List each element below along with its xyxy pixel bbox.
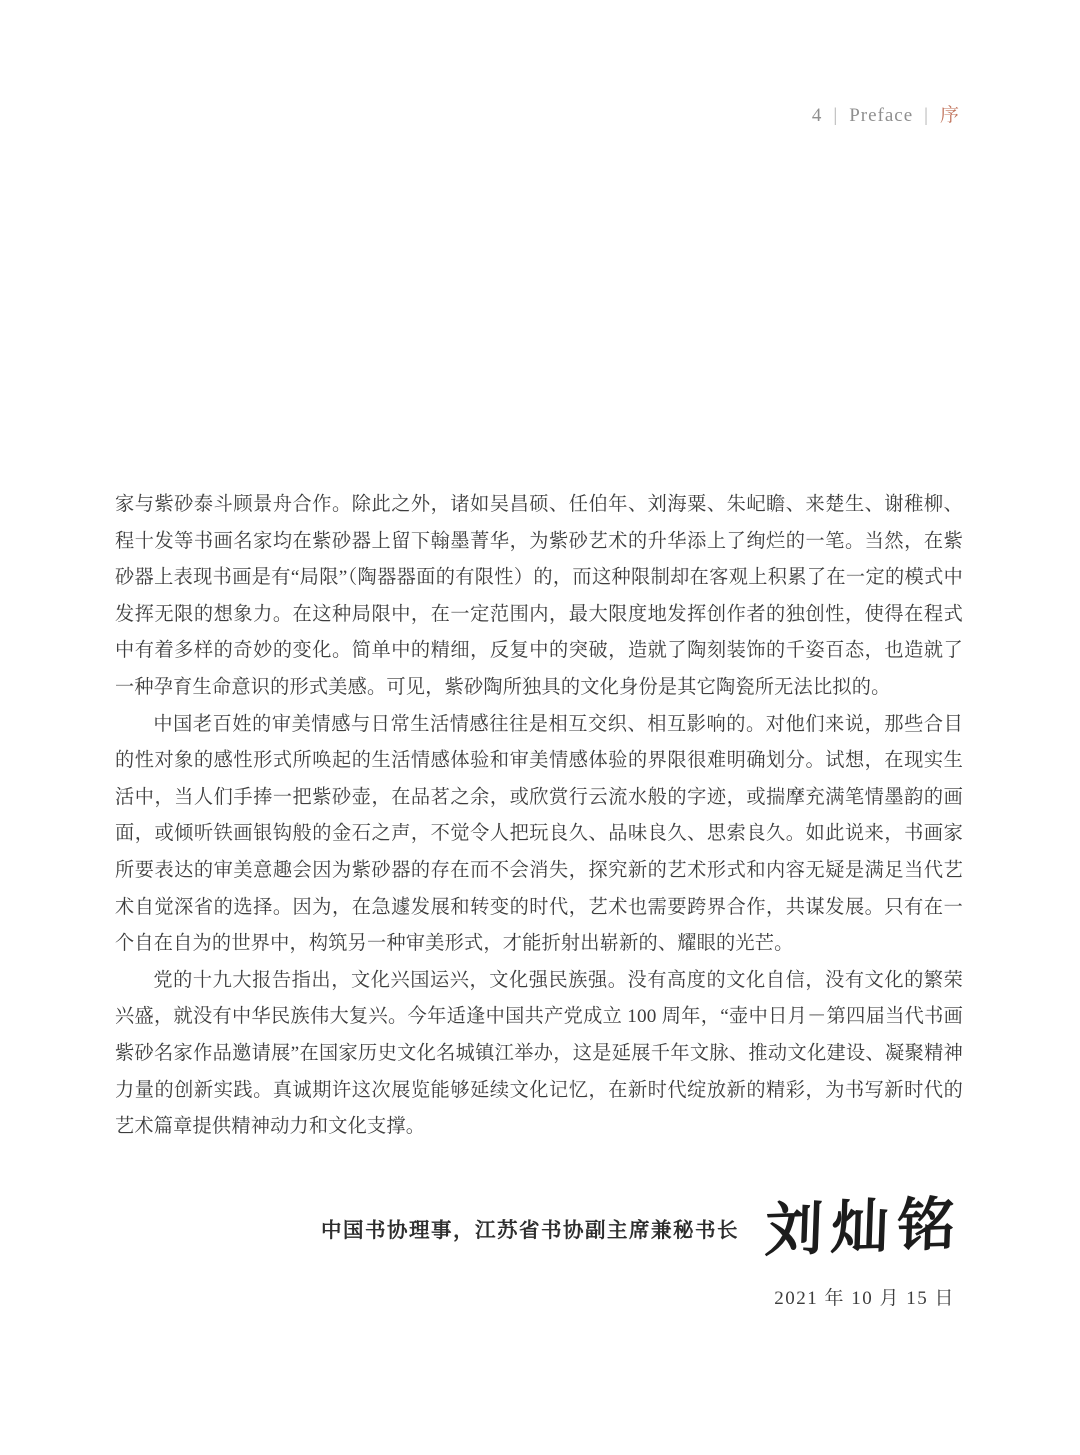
- date-text: 2021 年 10 月 15 日: [774, 1288, 955, 1309]
- page-number: 4: [811, 105, 823, 126]
- header-separator: |: [833, 105, 839, 126]
- date-line: [115, 1283, 955, 1310]
- paragraph-1: 家与紫砂泰斗顾景舟合作。除此之外，诸如吴昌硕、任伯年、刘海粟、朱屺瞻、来楚生、谢稚柳、程十发等书画名家均在紫砂器上留下翰墨菁华，为紫砂艺术的升华添上了绚烂的一笔。当然，在紫砂器上表现书画是有“局限”（陶器器面的有限性）的，而这种限制却在客观上积累了在一定的模式中发挥无限的想象力。在这种局限中，在一定范围内，最大限度地发挥创作者的独创性，使得在程式中有着多样的奇妙的变化。简单中的精细，反复中的突破，造就了陶刻装饰的千姿百态，也造就了一种孕育生命意识的形式美感。可见，紫砂陶所独具的文化身份是其它陶瓷所无法比拟的。: [115, 494, 963, 698]
- author-handwritten-signature: 刘灿铭: [763, 1190, 965, 1264]
- header-title-zh: 序: [939, 105, 960, 126]
- page-header: [812, 100, 960, 127]
- header-separator: |: [924, 105, 929, 126]
- preface-body: [115, 487, 963, 1146]
- header-title-en: Preface: [849, 105, 914, 126]
- paragraph-3: 党的十九大报告指出，文化兴国运兴，文化强民族强。没有高度的文化自信，没有文化的繁荣兴盛，就没有中华民族伟大复兴。今年适逢中国共产党成立 100 周年，“壶中日月－第四届当代书画紫砂名家作品邀请展”在国家历史文化名城镇江举办，这是延展千年文脉、推动文化建设、凝聚精神力量的创新实践。真诚期许这次展览能够延续文化记忆，在新时代绽放新的精彩，为书写新时代的艺术篇章提供精神动力和文化支撑。: [115, 969, 963, 1138]
- signature-block: [115, 1180, 963, 1275]
- author-title: 中国书协理事，江苏省书协副主席兼秘书长: [320, 1219, 739, 1242]
- paragraph-2: 中国老百姓的审美情感与日常生活情感往往是相互交织、相互影响的。对他们来说，那些合目的性对象的感性形式所唤起的生活情感体验和审美情感体验的界限很难明确划分。试想，在现实生活中，当人们手捧一把紫砂壶，在品茗之余，或欣赏行云流水般的字迹，或揣摩充满笔情墨韵的画面，或倾听铁画银钩般的金石之声，不觉令人把玩良久、品味良久、思索良久。如此说来，书画家所要表达的审美意趣会因为紫砂器的存在而不会消失，探究新的艺术形式和内容无疑是满足当代艺术自觉深省的选择。因为，在急遽发展和转变的时代，艺术也需要跨界合作，共谋发展。只有在一个自在自为的世界中，构筑另一种审美形式，才能折射出崭新的、耀眼的光芒。: [115, 713, 963, 955]
